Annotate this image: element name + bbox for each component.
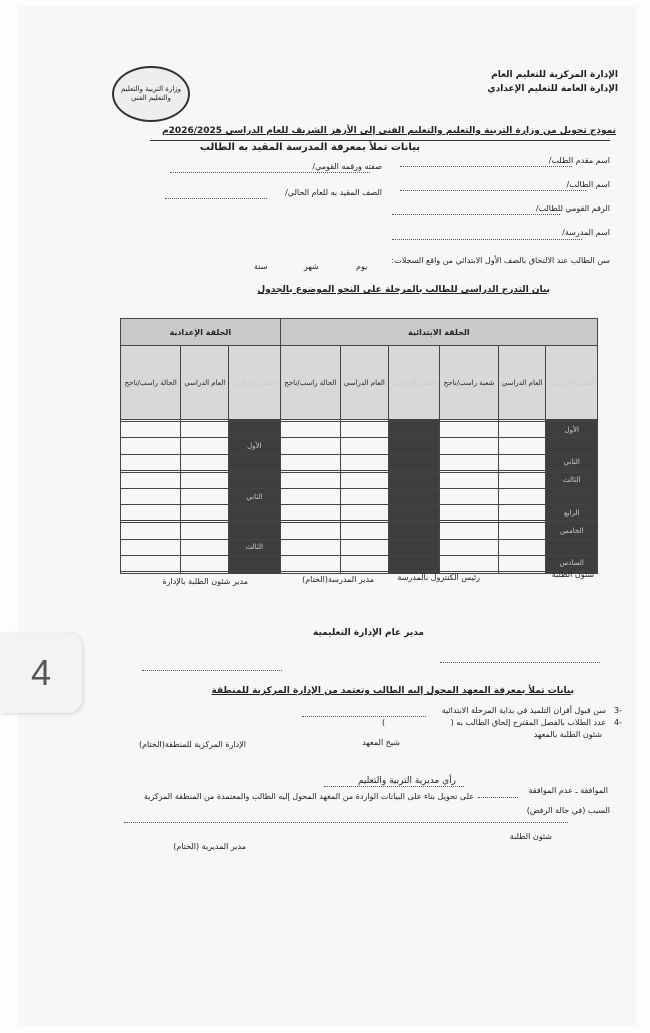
table-cell[interactable]: [121, 488, 181, 504]
table-row: [121, 488, 598, 504]
table-cell[interactable]: [440, 523, 499, 539]
table-cell[interactable]: [181, 572, 229, 574]
table-cell[interactable]: [498, 539, 546, 555]
table-cell[interactable]: [181, 488, 229, 504]
directorate-affairs-label: شئون الطلبة: [509, 832, 552, 841]
item4-label: عدد الطلاب بالفصل المقترح إلحاق الطالب به (: [450, 718, 606, 727]
student-name-field[interactable]: [400, 190, 586, 191]
institute-head-label: شيخ المعهد: [362, 738, 400, 747]
table-cell[interactable]: [498, 555, 546, 571]
control-head-label: رئيس الكنترول بالمدرسة: [397, 573, 480, 582]
table-cell[interactable]: [341, 472, 389, 488]
table-cell: [546, 438, 598, 454]
column-header: العام الدراسي: [498, 346, 546, 420]
primary-grade-label: السادس: [546, 555, 598, 571]
school-name-field[interactable]: [392, 239, 582, 240]
column-header: العام الدراسي: [181, 346, 229, 420]
day-label: يوم: [356, 262, 368, 271]
table-cell: [229, 505, 281, 521]
table-row: [121, 505, 598, 521]
table-cell[interactable]: [280, 572, 340, 574]
table-cell[interactable]: [498, 454, 546, 470]
edu-admin-director-label: مدير عام الإدارة التعليمية: [313, 628, 424, 638]
table-cell[interactable]: [498, 488, 546, 504]
table-cell: [388, 539, 440, 555]
central-admin-label: الإدارة المركزية للمنطقة(الختام): [138, 740, 246, 749]
column-header: العام الدراسي: [341, 346, 389, 420]
relation-label: صفته ورقمه القومي/: [312, 162, 382, 171]
column-header: الحالة راسب/ناجح: [280, 346, 340, 420]
student-name-label: اسم الطالب/: [566, 180, 610, 189]
ministry-seal: [112, 66, 190, 122]
table-cell[interactable]: [280, 505, 340, 521]
primary-section-header: الحلقة الابتدائية: [280, 319, 597, 346]
month-label: شهر: [304, 262, 319, 271]
table-cell[interactable]: [498, 505, 546, 521]
table-cell: [229, 523, 281, 539]
table-cell[interactable]: [181, 505, 229, 521]
table-cell[interactable]: [181, 472, 229, 488]
table-cell[interactable]: [181, 454, 229, 470]
primary-grade-label: الرابع: [546, 505, 598, 521]
table-cell: [229, 472, 281, 488]
edu-admin-sign-field-right[interactable]: [440, 662, 600, 663]
age-line-label: سن الطالب عند الالتحاق بالصف الأول الابتدائي من واقع السجلات:: [391, 256, 610, 265]
table-cell[interactable]: [181, 539, 229, 555]
column-header: الحالة راسب/ناجح: [121, 346, 181, 420]
applicant-name-label: اسم مقدم الطلب/: [548, 156, 610, 165]
table-cell[interactable]: [181, 523, 229, 539]
table-cell[interactable]: [341, 572, 389, 574]
item4-number: -4: [614, 718, 622, 727]
table-cell: [388, 555, 440, 571]
admin-affairs-label: مدير شئون الطلبة بالإدارة: [162, 577, 248, 586]
table-row: [121, 572, 598, 574]
approval-label: الموافقة ـ عدم الموافقة: [528, 786, 608, 795]
table-cell[interactable]: [121, 454, 181, 470]
school-name-label: اسم المدرسة/: [562, 228, 610, 237]
approval-field[interactable]: [478, 797, 518, 798]
directorate-opinion-label: رأي مديرية التربية والتعليم: [357, 776, 456, 786]
table-cell: [388, 438, 440, 454]
table-cell[interactable]: [440, 472, 499, 488]
table-cell: [546, 488, 598, 504]
prep-grade-label: الثالث: [229, 539, 281, 555]
national-id-label: الرقم القومي للطالب/: [535, 204, 610, 213]
column-header: الصف الدراسي: [546, 346, 598, 420]
current-grade-field[interactable]: [165, 198, 267, 199]
table-cell[interactable]: [280, 539, 340, 555]
table-title: بيان التدرج الدراسي للطالب بالمرحلة على النحو الموضوع بالجدول: [257, 285, 550, 295]
table-cell[interactable]: [121, 438, 181, 454]
table-cell: [229, 422, 281, 438]
primary-grade-label: الثاني: [546, 454, 598, 470]
column-header: شعبة راسب/ناجح: [440, 346, 499, 420]
form-title: نموذج تحويل من وزارة التربية والتعليم والتعليم الفني إلى الأزهر الشريف للعام الدراسي 2026/2025م: [162, 126, 616, 136]
item4-close-paren: ): [382, 718, 386, 727]
table-cell[interactable]: [440, 422, 499, 438]
form-subtitle: بيانات تملأ بمعرفة المدرسة المقيد به الطالب: [199, 142, 420, 153]
table-cell[interactable]: [181, 438, 229, 454]
column-header: الصف الدراسي: [229, 346, 281, 420]
table-cell[interactable]: [498, 472, 546, 488]
table-cell[interactable]: [341, 454, 389, 470]
table-cell[interactable]: [280, 422, 340, 438]
table-cell: [229, 454, 281, 470]
table-row: [121, 555, 598, 571]
table-cell[interactable]: [440, 438, 499, 454]
reason-label: السبب (في حالة الرفض): [526, 806, 610, 815]
table-cell[interactable]: [181, 555, 229, 571]
prep-grade-label: الأول: [229, 438, 281, 454]
table-cell[interactable]: [498, 438, 546, 454]
table-cell[interactable]: [498, 422, 546, 438]
table-cell[interactable]: [498, 523, 546, 539]
table-cell[interactable]: [341, 523, 389, 539]
table-cell[interactable]: [121, 505, 181, 521]
reason-field[interactable]: [124, 822, 568, 823]
approval-text: على تحويل بناء على البيانات الواردة من المعهد المحول إليه الطالب والمعتمدة من المنطقة المركزية: [143, 792, 474, 801]
table-cell[interactable]: [121, 422, 181, 438]
national-id-field[interactable]: [392, 214, 560, 215]
table-cell[interactable]: [280, 488, 340, 504]
table-cell[interactable]: [280, 523, 340, 539]
org-line-1: الإدارة المركزية للتعليم العام: [491, 70, 618, 80]
table-cell[interactable]: [280, 438, 340, 454]
table-cell[interactable]: [440, 539, 499, 555]
table-cell[interactable]: [341, 488, 389, 504]
table-cell[interactable]: [121, 472, 181, 488]
page-number-badge: [0, 633, 82, 713]
table-cell[interactable]: [280, 472, 340, 488]
column-header-row: [121, 346, 598, 420]
table-cell[interactable]: [341, 539, 389, 555]
table-row: [121, 422, 598, 438]
table-cell: [388, 454, 440, 470]
column-header: الصف الدراسي: [388, 346, 440, 420]
table-cell: [229, 555, 281, 571]
table-cell[interactable]: [280, 555, 340, 571]
primary-grade-label: الخامس: [546, 523, 598, 539]
table-row: [121, 438, 598, 454]
item3-number: -3: [614, 706, 622, 715]
table-cell[interactable]: [121, 572, 181, 574]
table-cell[interactable]: [440, 555, 499, 571]
table-row: [121, 454, 598, 470]
section2-title: بيانات تملأ بمعرفة المعهد المحول إليه الطالب وتعتمد من الإدارة المركزية للمنطقة: [211, 686, 574, 696]
directorate-director-label: مدير المديرية (الختام): [173, 842, 246, 851]
directorate-opinion-field[interactable]: [324, 786, 464, 787]
school-director-label: مدير المدرسة(الختام): [302, 575, 374, 584]
page-number: 4: [30, 652, 52, 693]
table-cell[interactable]: [341, 505, 389, 521]
progression-table: [120, 318, 598, 574]
table-row: [121, 523, 598, 539]
primary-grade-label: الأول: [546, 422, 598, 438]
org-line-2: الإدارة العامة للتعليم الإعدادي: [487, 84, 618, 94]
current-grade-label: الصف المقيد به للعام الحالي/: [285, 188, 382, 197]
seal-text: وزارة التربية والتعليم والتعليم الفني: [120, 85, 182, 102]
institute-affairs-label: شئون الطلبة بالمعهد: [533, 730, 602, 739]
table-cell: [388, 488, 440, 504]
table-cell: [388, 422, 440, 438]
table-cell[interactable]: [440, 505, 499, 521]
table-cell[interactable]: [121, 555, 181, 571]
table-row: [121, 539, 598, 555]
student-affairs-label: شئون الطلبة: [551, 570, 594, 579]
year-label: سنة: [254, 262, 268, 271]
table-cell[interactable]: [121, 539, 181, 555]
table-cell: [388, 523, 440, 539]
table-cell: [388, 472, 440, 488]
table-cell: [546, 539, 598, 555]
item3-label: سن قبول أقران التلميذ في بداية المرحلة الابتدائية: [441, 706, 606, 715]
table-cell[interactable]: [341, 438, 389, 454]
table-cell[interactable]: [440, 454, 499, 470]
relation-field[interactable]: [170, 172, 370, 173]
prep-grade-label: الثاني: [229, 488, 281, 504]
table-cell[interactable]: [341, 422, 389, 438]
table-cell[interactable]: [280, 454, 340, 470]
primary-grade-label: الثالث: [546, 472, 598, 488]
table-cell[interactable]: [181, 422, 229, 438]
prep-section-header: الحلقة الإعدادية: [121, 319, 281, 346]
table-cell[interactable]: [121, 523, 181, 539]
table-row: [121, 472, 598, 488]
applicant-name-field[interactable]: [400, 166, 572, 167]
table-cell[interactable]: [498, 572, 546, 574]
item3-field[interactable]: [302, 716, 426, 717]
table-cell: [388, 505, 440, 521]
edu-admin-sign-field-left[interactable]: [142, 670, 282, 671]
table-cell[interactable]: [440, 488, 499, 504]
title-rule: [150, 140, 610, 141]
table-cell[interactable]: [341, 555, 389, 571]
table-cell: [229, 572, 281, 574]
